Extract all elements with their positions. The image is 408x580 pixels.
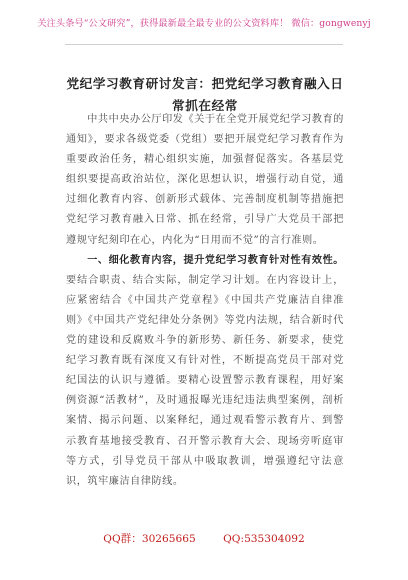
section-text: 要结合职责、结合实际，制定学习计划。在内容设计上，应紧密结合《中国共产党章程》《中国共产党廉洁自律准则》《中国共产党纪律处分条例》等党内法规，结合新时代党的建设和反腐败斗争的新形势、新任务、新要求，使党纪学习教育既有深度又有针对性，不断提高党员干部对党纪国法的认识与遵循。要精心设置警示教育课程，用好案例资源“活教材”，及时通报曝光违纪违法典型案例，剖析案情、揭示问题、以案释纪，通过观看警示教育片、到警示教育基地接受教育、召开警示教育大会、现场旁听庭审等方式，引导党员干部从中吸取教训，增强遵纪守法意识，筑牢廉洁自律防线。 xyxy=(66,274,344,487)
document-body xyxy=(66,110,344,492)
document-title: 党纪学习教育研讨发言：把党纪学习教育融入日常抓在经常 xyxy=(66,76,344,113)
qq-group-text: QQ群：30265665 xyxy=(103,533,196,545)
intro-paragraph: 中共中央办公厅印发《关于在全党开展党纪学习教育的通知》，要求各级党委（党组）要把开展党纪学习教育作为重要政治任务，精心组织实施，加强督促落实。各基层党组织要提高政治站位，深化思想认识，增强行动自觉，通过细化教育内容、创新形式载体、完善制度机制等措施把党纪学习教育融入日常、抓在经常，引导广大党员干部把遵规守纪刻印在心，内化为“日用而不觉”的言行准则。 xyxy=(66,114,344,246)
contact-footer xyxy=(0,531,408,546)
promo-header: 关注头条号“公文研究”，获得最新最全最专业的公文资料库！ 微信：gongwenyj xyxy=(37,18,371,29)
qq-text: QQ:535304092 xyxy=(223,533,305,545)
header-divider xyxy=(65,44,343,45)
section-heading: 一、细化教育内容，提升党纪学习教育针对性有效性。 xyxy=(87,254,344,266)
section-paragraph xyxy=(66,251,344,492)
